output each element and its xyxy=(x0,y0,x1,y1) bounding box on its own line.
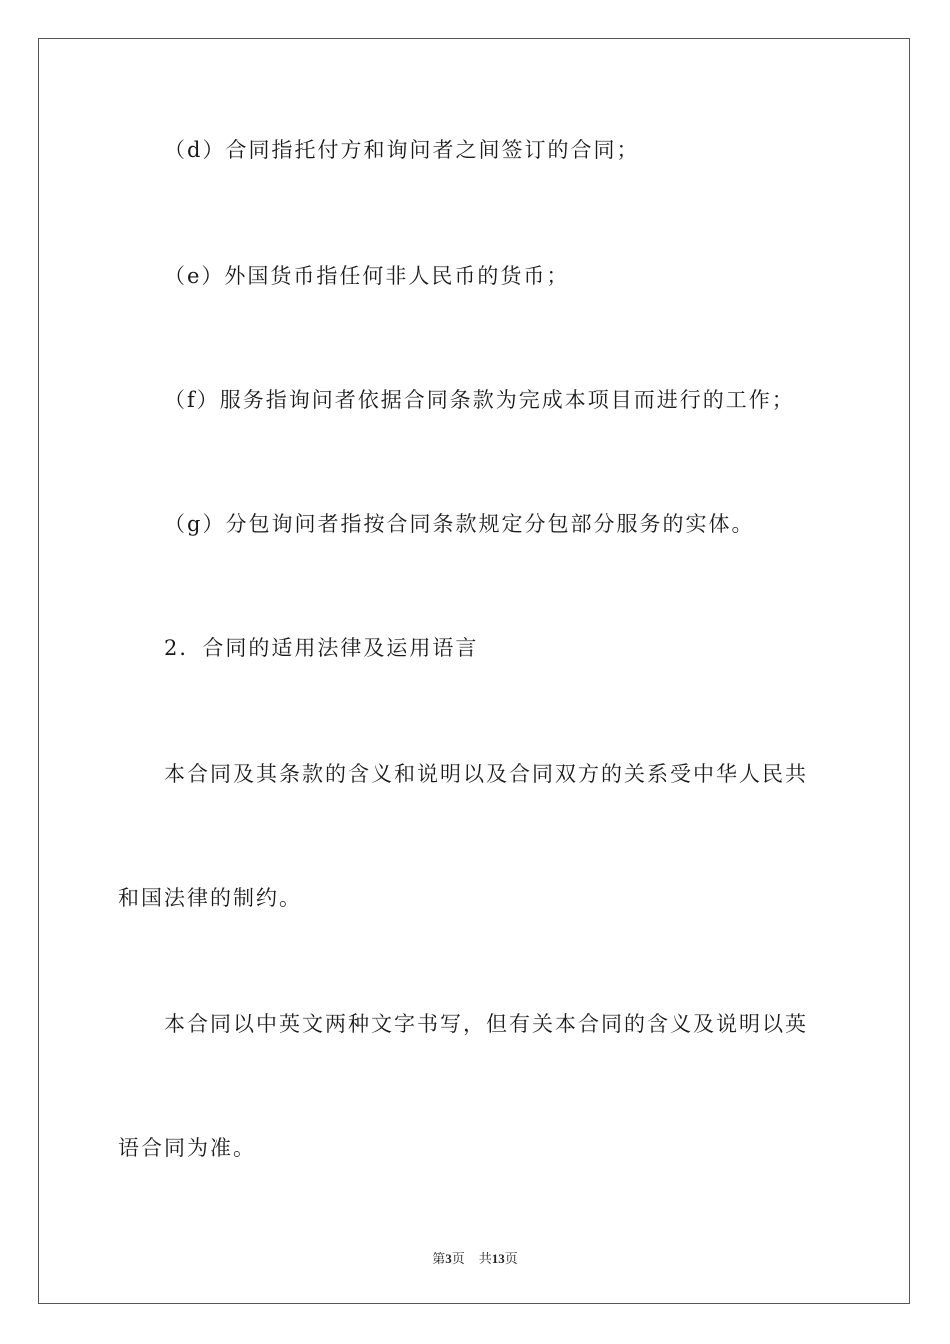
total-pages: 13 xyxy=(491,1251,505,1266)
paragraph-language-line-1: 本合同以中英文两种文字书写，但有关本合同的含义及说明以英 xyxy=(164,1012,808,1036)
section-heading: 2．合同的适用法律及运用语言 xyxy=(164,636,479,660)
definition-g: （g）分包询问者指按合同条款规定分包部分服务的实体。 xyxy=(164,512,755,536)
page-number: 3 xyxy=(445,1251,452,1266)
page-suffix: 页 xyxy=(451,1251,465,1266)
definition-f: （f）服务指询问者依据合同条款为完成本项目而进行的工作； xyxy=(164,388,795,412)
page-prefix: 第 xyxy=(432,1251,446,1266)
definition-d: （d）合同指托付方和询问者之间签订的合同； xyxy=(164,138,640,162)
page-footer xyxy=(0,1248,950,1267)
paragraph-language-line-2: 语合同为准。 xyxy=(118,1136,256,1160)
total-prefix: 共 xyxy=(478,1251,492,1266)
paragraph-law-line-1: 本合同及其条款的含义和说明以及合同双方的关系受中华人民共 xyxy=(164,762,808,786)
total-suffix: 页 xyxy=(504,1251,518,1266)
definition-e: （e）外国货币指任何非人民币的货币； xyxy=(164,264,570,288)
paragraph-law-line-2: 和国法律的制约。 xyxy=(118,886,302,910)
page-border xyxy=(38,38,910,1304)
